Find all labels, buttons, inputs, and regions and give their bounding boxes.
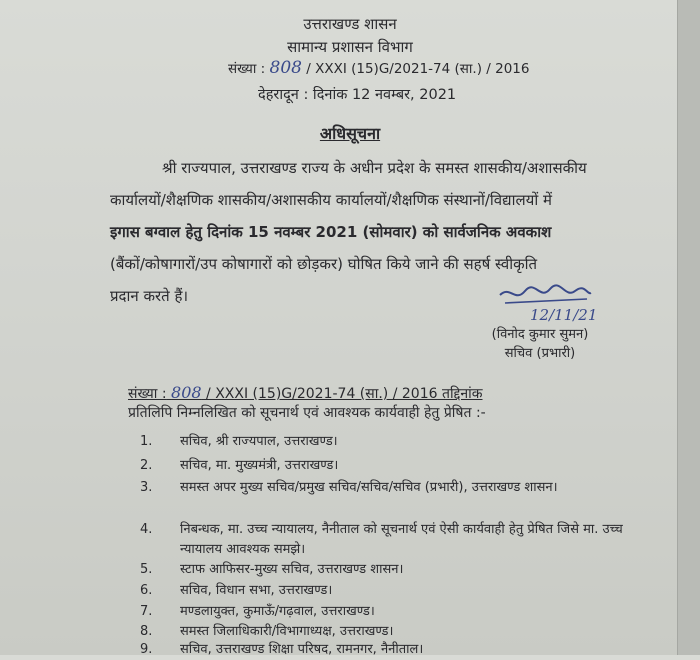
ref-suffix: / XXXI (15)G/2021-74 (सा.) / 2016 bbox=[306, 61, 530, 77]
body-line: (बैंकों/कोषागारों/उप कोषागारों को छोड़कर) घोषित किये जाने की सहर्ष स्वीकृति bbox=[110, 255, 538, 273]
copy-ref-prefix: संख्या : bbox=[128, 386, 167, 402]
body-line: इगास बग्वाल हेतु दिनांक 15 नवम्बर 2021 (सोमवार) को सार्वजनिक अवकाश bbox=[110, 223, 552, 241]
copy-intro: प्रतिलिपि निम्नलिखित को सूचनार्थ एवं आवश्यक कार्यवाही हेतु प्रेषित :- bbox=[128, 405, 486, 421]
copy-ref-number-handwritten: 808 bbox=[171, 383, 202, 402]
document-page: उत्तराखण्ड शासन सामान्य प्रशासन विभाग संख्या : 808 / XXXI (15)G/2021-74 (सा.) / 2016 देहरादून : दिनांक 12 नवम्बर, 2021 अधिसूचना श्री राज्यपाल, उत्तराखण्ड राज्य के अधीन प्रदेश के समस्त शासकीय/अशासकीय कार्यालयों/शैक्षणिक शासकीय/अशासकीय कार्यालयों/शैक्षणिक संस्थानों/विद्यालयों में इगास बग्वाल हेतु दिनांक 15 नवम्बर 2021 (सोमवार) को सार्वजनिक अवकाश (बैंकों/कोषागारों/उप कोषागारों को छोड़कर) घोषित किये जाने की सहर्ष स्वीकृति प्रदान करते हैं। 12/11/21 (विनोद कुमार सुमन) सचिव (प्रभारी) संख्या : 808 / XXXI (15)G/2021-74 (सा.) / 2016 तद्दिनांक प्रतिलिपि निम्नलिखित को सूचनार्थ एवं आवश्यक कार्यवाही हेतु प्रेषित :- 1. सचिव, श्री राज्यपाल, उत्तराखण्ड। 2. सचिव, मा. मुख्यमंत्री, उत्तराखण्ड। 3. समस्त अपर मुख्य सचिव/प्रमुख सचिव/सचिव/सचिव (प्रभारी), उत्तराखण्ड शासन। 4. निबन्धक, मा. उच्च न्यायालय, नैनीताल को सूचनार्थ एवं ऐसी कार्यवाही हेतु प्रेषित जिसे मा. उच्च न्यायालय आवश्यक समझे। 5. स्टाफ आफिसर-मुख्य सचिव, उत्तराखण्ड शासन। 6. सचिव, विधान सभा, उत्तराखण्ड। 7. मण्डलायुक्त, कुमाऊँ/गढ़वाल, उत्तराखण्ड। 8. समस्त जिलाधिकारी/विभागाध्यक्ष, उत्तराखण्ड। 9. सचिव, उत्तराखण्ड शिक्षा परिषद, रामनगर, नैनीताल। bbox=[0, 0, 700, 655]
reference-number bbox=[228, 58, 529, 78]
place-date: देहरादून : दिनांक 12 नवम्बर, 2021 bbox=[258, 87, 457, 103]
ref-prefix: संख्या : bbox=[228, 61, 266, 77]
adjacent-page-edge bbox=[677, 0, 700, 655]
ref-number-handwritten: 808 bbox=[269, 58, 302, 78]
department-name: सामान्य प्रशासन विभाग bbox=[287, 38, 413, 56]
copy-ref-suffix: / XXXI (15)G/2021-74 (सा.) / 2016 तद्दिनांक bbox=[206, 386, 483, 402]
signer-designation: सचिव (प्रभारी) bbox=[504, 346, 576, 361]
body-line: प्रदान करते हैं। bbox=[110, 287, 189, 305]
govt-name: उत्तराखण्ड शासन bbox=[303, 15, 397, 33]
body-line: कार्यालयों/शैक्षणिक शासकीय/अशासकीय कार्यालयों/शैक्षणिक संस्थानों/विद्यालयों में bbox=[110, 191, 552, 209]
signer-name: (विनोद कुमार सुमन) bbox=[491, 327, 589, 342]
copy-reference-number bbox=[128, 383, 483, 403]
body-line: श्री राज्यपाल, उत्तराखण्ड राज्य के अधीन प्रदेश के समस्त शासकीय/अशासकीय bbox=[162, 159, 587, 177]
signature-date: 12/11/21 bbox=[530, 306, 598, 324]
notification-title: अधिसूचना bbox=[319, 124, 381, 143]
